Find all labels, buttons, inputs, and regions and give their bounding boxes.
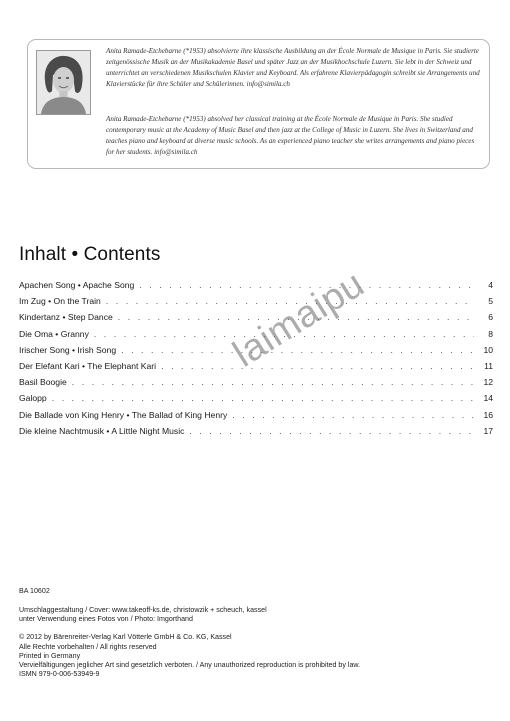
toc-entry — [19, 426, 493, 442]
author-portrait — [36, 50, 91, 115]
toc-leader-dots — [161, 361, 474, 371]
toc-entry-title: Basil Boogie — [19, 377, 67, 388]
toc-entry-title: Die Ballade von King Henry • The Ballad of King Henry — [19, 409, 228, 420]
imprint-printed: Printed in Germany — [19, 651, 81, 660]
author-bio-box — [27, 39, 490, 169]
toc-entry-title: Irischer Song • Irish Song — [19, 344, 117, 355]
toc-entry — [19, 377, 493, 393]
imprint-reproduction: Vervielfältigungen jeglicher Art sind gesetzlich verboten. / Any unauthorized reproduction is prohibited by law. — [19, 661, 361, 670]
catalog-number: BA 10602 — [19, 587, 50, 595]
toc-entry — [19, 410, 493, 426]
toc-entry-page: 14 — [483, 393, 493, 404]
contents-title: Inhalt • Contents — [19, 244, 161, 265]
toc-entry-title: Im Zug • On the Train — [19, 296, 101, 307]
imprint-photo-line: unter Verwendung eines Fotos von / Photo: Imgorthand — [19, 615, 193, 624]
toc-entry-page: 8 — [488, 328, 493, 339]
imprint-cover-line: Umschlaggestaltung / Cover: www.takeoff-ks.de, christowzik + scheuch, kassel — [19, 606, 267, 614]
toc-entry-title: Die kleine Nachtmusik • A Little Night Music — [19, 425, 185, 436]
toc-entry — [19, 280, 493, 296]
toc-entry-page: 10 — [483, 344, 493, 355]
toc-entry-page: 16 — [483, 409, 493, 420]
toc-entry-page: 6 — [488, 312, 493, 323]
toc-leader-dots — [121, 345, 474, 355]
bio-german: Anita Ramade-Etchebarne (*1953) absolvierte ihre klassische Ausbildung an der École Normale de Musique in Paris. Sie studierte zeitgenössische Musik an der Musikakademie Basel und später Jazz an der Musikhochschule Luzern. Sie lebt in der Schweiz und unterrichtet an verschiedenen Musikschulen Klavier und Keyboard. Als erfahrene Klavierpädagogin schreibt sie Arrangements und Klavierstücke für ihre Schüler und Schülerinnen. info@simila.ch — [106, 47, 480, 88]
toc-leader-dots — [52, 393, 474, 403]
imprint-block — [19, 606, 489, 679]
toc-leader-dots — [189, 426, 474, 436]
toc-entry-page: 11 — [484, 360, 493, 371]
toc-entry-page: 17 — [483, 425, 493, 436]
toc-entry-page: 4 — [488, 280, 493, 290]
toc-entry — [19, 393, 493, 409]
imprint-rights: Alle Rechte vorbehalten / All rights reserved — [19, 642, 157, 651]
toc-entry-title: Der Elefant Kari • The Elephant Kari — [19, 360, 157, 371]
toc-entry — [19, 296, 493, 312]
toc-entry-title: Galopp — [19, 393, 47, 404]
toc-entry-title: Kindertanz • Step Dance — [19, 312, 113, 323]
toc-leader-dots — [72, 377, 474, 387]
toc-entry-page: 5 — [488, 296, 493, 307]
toc-entry-page: 12 — [483, 377, 493, 388]
toc-entry-title: Apachen Song • Apache Song — [19, 280, 135, 290]
bio-english: Anita Ramade-Etchebarne (*1953) absolved her classical training at the École Normale de Musique in Paris. She studied contemporary music at the Academy of Music Basel and then jazz at the College of Music in Luzern. She lives in Switzerland and teaches piano and keyboard at diverse music schools. As an experienced piano teacher she writes arrangements and piano pieces for her students. info@simila.ch — [106, 115, 475, 156]
imprint-ismn: ISMN 979-0-006-53949-9 — [19, 670, 100, 679]
author-portrait-image — [37, 51, 90, 114]
toc-leader-dots — [232, 410, 474, 420]
toc-entry-title: Die Oma • Granny — [19, 328, 89, 339]
imprint-copyright: © 2012 by Bärenreiter-Verlag Karl Vötterle GmbH & Co. KG, Kassel — [19, 633, 232, 642]
watermark: laimaipu — [226, 262, 372, 376]
